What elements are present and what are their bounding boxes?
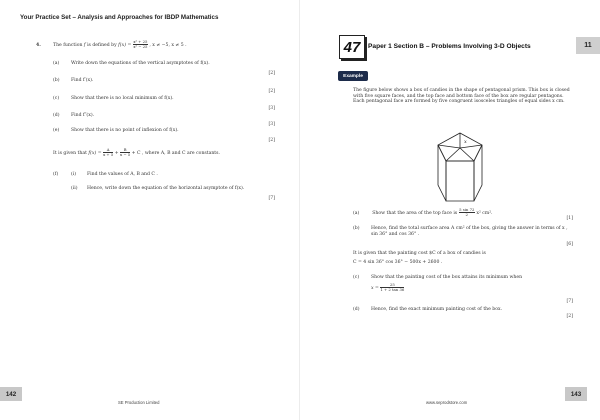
part-e-label: (e): [53, 128, 60, 133]
rp-part-c-lhs: x =: [371, 286, 379, 292]
part-c-label: (c): [53, 96, 60, 101]
intro-denominator: x² − 25: [133, 44, 148, 50]
rp-part-a-text: Show that the area of the top face is: [372, 211, 458, 217]
rp-part-c-label: (c): [353, 275, 360, 280]
intro-domain: , x ≠ −5, x ≠ 5 .: [149, 43, 187, 49]
example-intro: The figure below shows a box of candies in the shape of pentagonal prism. This box is closed with five square faces, and the top face and bottom face of the box are regular pentagons. Each pentagonal face are formed by five congruent isosceles triangles of equal sides x cm.: [353, 88, 570, 105]
given-fraction-a-num: A: [103, 148, 113, 153]
prism-left-face: [438, 145, 446, 201]
rp-part-a-suffix: x² cm².: [476, 211, 493, 217]
example-badge: Example: [338, 71, 368, 81]
given-fraction-b-den: x − 5: [120, 152, 131, 158]
rp-part-d-label: (d): [353, 307, 360, 312]
part-f-ii-label: (ii): [71, 186, 78, 191]
part-c-marks: [3]: [268, 106, 275, 111]
rp-part-a-label: (a): [353, 211, 360, 217]
rp-part-c-fraction: [380, 283, 404, 292]
rp-part-a-num: 5 sin 72: [459, 207, 475, 212]
given-lhs: f(x) =: [88, 151, 102, 157]
prism-front-face: [446, 161, 474, 201]
given-fraction-b-num: B: [120, 148, 130, 153]
rp-part-b-marks: [6]: [566, 242, 573, 247]
part-d-text: Find f″(x).: [71, 113, 95, 118]
page-number-left: 142: [0, 387, 22, 401]
part-f-ii-text: Hence, write down the equation of the horizontal asymptote of f(x).: [87, 186, 245, 191]
rp-part-c-text: Show that the painting cost of the box attains its minimum when: [371, 275, 523, 280]
intro-numerator: x² + 25: [133, 39, 148, 44]
rp-part-c-formula: [371, 283, 404, 294]
given-plus: +: [114, 151, 119, 157]
rp-part-d-marks: [2]: [566, 314, 573, 319]
given-prefix: It is given that: [53, 151, 87, 157]
given-fraction-a: [103, 148, 113, 157]
part-f-i-text: Find the values of A, B and C .: [87, 172, 158, 177]
part-a-label: (a): [53, 61, 60, 66]
running-head: Your Practice Set – Analysis and Approaches for IBDP Mathematics: [20, 14, 219, 21]
part-a-text: Write down the equations of the vertical asymptotes of f(x).: [71, 61, 210, 66]
prism-top-spoke: [446, 148, 460, 161]
rp-part-a-marks: [1]: [566, 216, 573, 221]
rp-part-a-den: 2: [465, 212, 468, 218]
question-intro: [53, 40, 187, 51]
rp-part-b-text: Hence, find the total surface area A cm² of the box, giving the answer in terms of x , sin 36° and cos 36° .: [371, 226, 568, 237]
footer-left: SE Production Limited: [118, 400, 160, 405]
right-page: [300, 0, 600, 420]
page-number-right: 143: [565, 387, 587, 401]
part-b-text: Find f′(x).: [71, 78, 94, 83]
intro-lhs: f(x) =: [118, 43, 132, 49]
cost-text: It is given that the painting cost $C of a box of candies is: [353, 251, 486, 256]
chapter-tab: 11: [576, 37, 600, 54]
part-e-marks: [2]: [268, 138, 275, 143]
part-d-marks: [3]: [268, 122, 275, 127]
part-f-label: (f): [53, 172, 59, 177]
part-f-i-label: (i): [71, 172, 77, 177]
rp-part-c-den: 1 + 2 tan 36: [380, 287, 405, 293]
prism-top-spoke: [460, 145, 482, 148]
intro-fraction: [133, 40, 148, 49]
chapter-number-box: 47: [339, 35, 365, 59]
footer-right: www.seprodstore.com: [426, 400, 468, 405]
chapter-title: Paper 1 Section B – Problems Involving 3-D Objects: [368, 43, 531, 50]
part-b-label: (b): [53, 78, 60, 83]
part-b-marks: [2]: [268, 89, 275, 94]
cost-formula: C = 4 sin 36° cos 36° − 500x + 2600 .: [353, 260, 443, 265]
intro-mid: is defined by: [87, 43, 117, 49]
part-a-marks: [2]: [268, 71, 275, 76]
rp-part-c-marks: [7]: [566, 299, 573, 304]
part-f-marks: [7]: [268, 196, 275, 201]
given-suffix: + C , where A, B and C are constants.: [131, 151, 220, 157]
part-c-text: Show that there is no local minimum of f(x).: [71, 96, 174, 101]
prism-top-spoke: [460, 148, 474, 161]
rp-part-a-fraction: [459, 208, 475, 217]
given-fraction-a-den: x + 5: [103, 152, 114, 158]
given-statement: [53, 148, 220, 159]
rp-part-d-text: Hence, find the exact minimum painting cost of the box.: [371, 307, 503, 312]
part-e-text: Show that there is no point of inflexion of f(x).: [71, 128, 179, 133]
rp-part-c-num: 25: [380, 283, 404, 288]
figure-label-x: x: [464, 139, 467, 145]
intro-function-name: f: [83, 43, 86, 49]
part-d-label: (d): [53, 113, 60, 118]
pentagonal-prism-figure: [424, 131, 496, 203]
rp-part-b-label: (b): [353, 226, 360, 231]
given-fraction-b: [120, 148, 130, 157]
prism-top-spoke: [438, 145, 460, 148]
part-a-row: [353, 208, 493, 219]
prism-right-face: [474, 145, 482, 201]
intro-prefix: The function: [53, 43, 83, 49]
question-number: 4.: [36, 43, 41, 48]
